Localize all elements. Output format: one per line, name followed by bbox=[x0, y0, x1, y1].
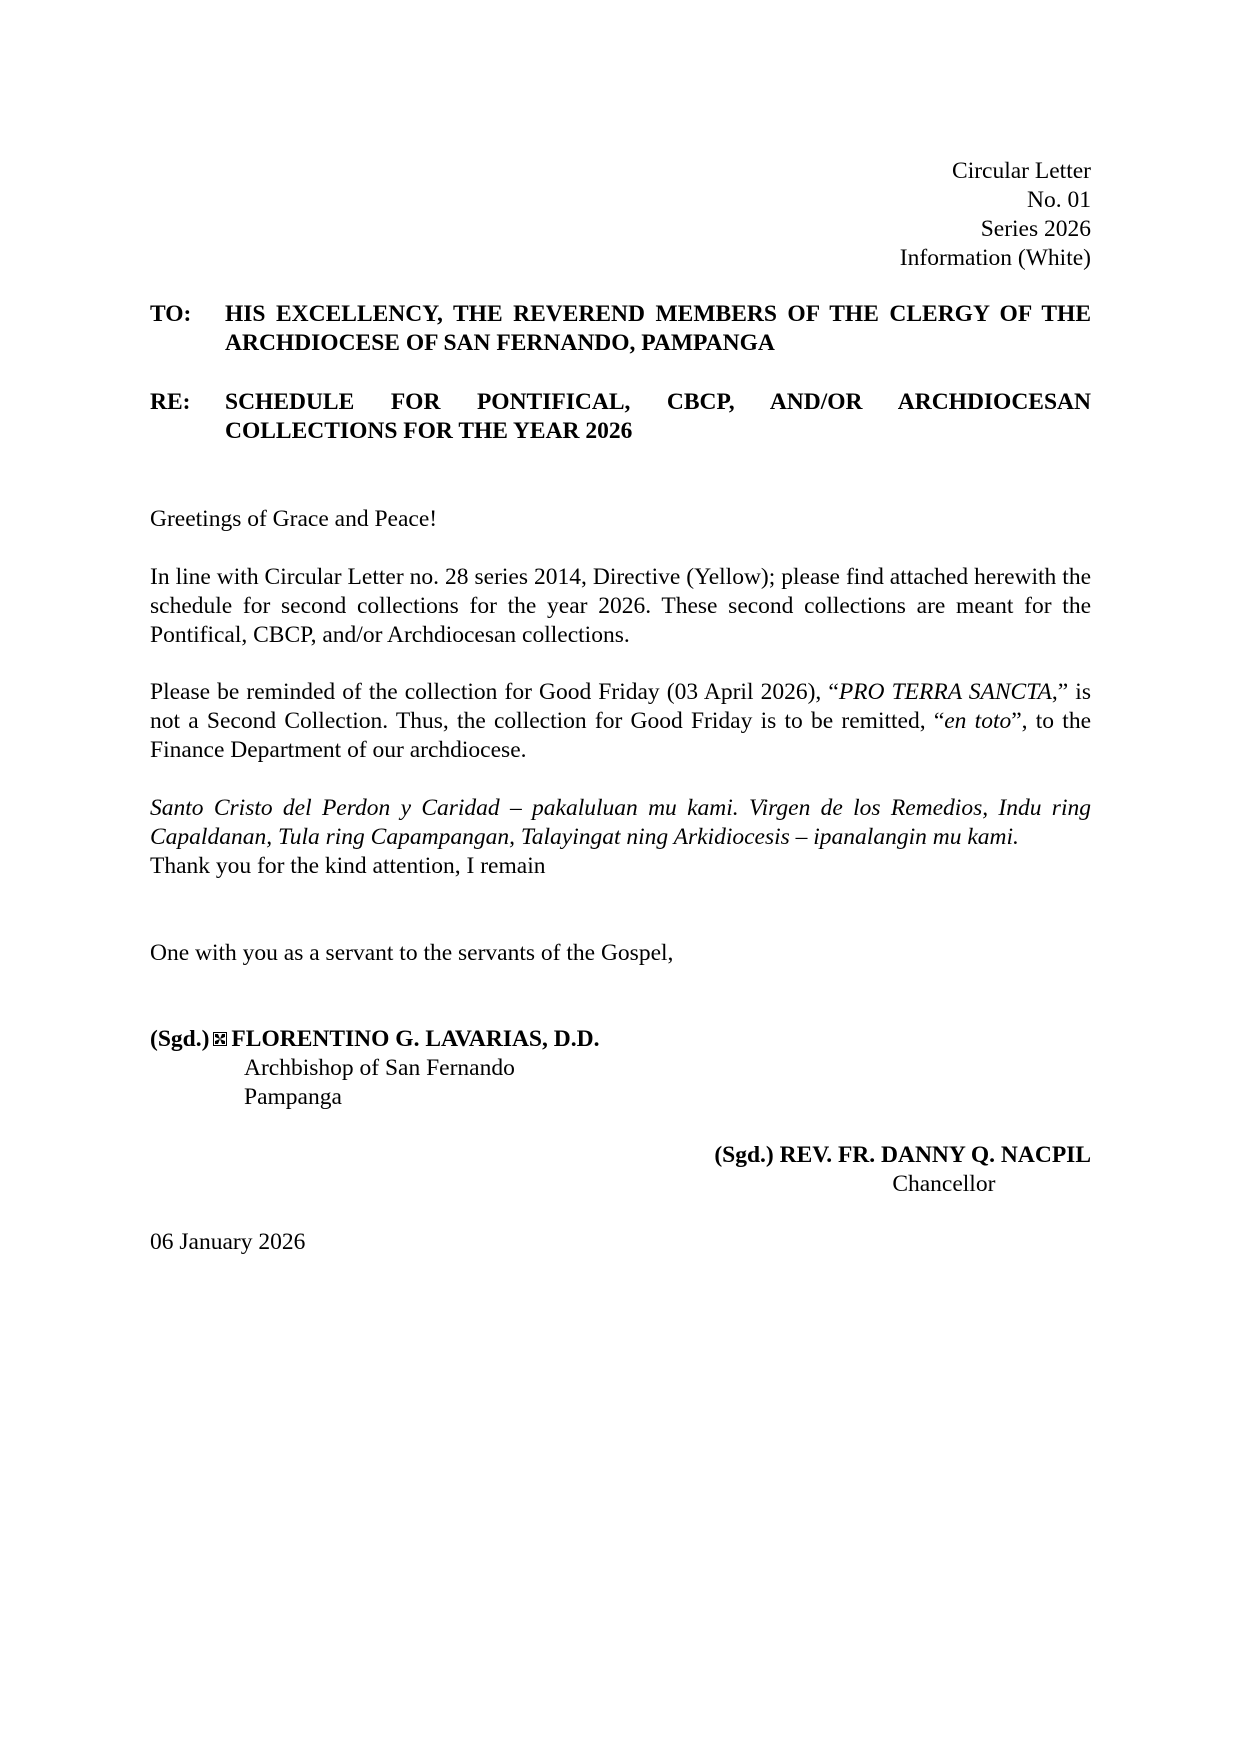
archbishop-province: Pampanga bbox=[244, 1084, 342, 1110]
addressee-row bbox=[150, 300, 1091, 358]
chancellor-name: (Sgd.) REV. FR. DANNY Q. NACPIL bbox=[714, 1142, 1091, 1168]
body-paragraph-2 bbox=[150, 678, 1091, 765]
prayer-block bbox=[150, 794, 1091, 881]
paragraph-2-italic-1: PRO TERRA SANCTA bbox=[838, 679, 1052, 705]
maltese-cross-icon bbox=[213, 1025, 227, 1039]
archbishop-title: Archbishop of San Fernando bbox=[244, 1055, 515, 1081]
subject-row bbox=[150, 388, 1091, 446]
chancellor-role: Chancellor bbox=[892, 1171, 996, 1197]
to-label: TO: bbox=[150, 301, 192, 327]
chancellor-signature bbox=[714, 1141, 1091, 1199]
thanks-text: Thank you for the kind attention, I remain bbox=[150, 853, 546, 879]
paragraph-2-part-2: ,” is not a Second Collection. Thus, the collection for Good Friday is to be remitted, “ bbox=[150, 679, 1091, 734]
reference-block bbox=[900, 157, 1091, 273]
reference-line-series: Series 2026 bbox=[980, 216, 1091, 242]
reference-line-circular: Circular Letter bbox=[952, 158, 1091, 184]
paragraph-2-italic-2: en toto bbox=[944, 708, 1012, 734]
greeting: Greetings of Grace and Peace! bbox=[150, 506, 438, 532]
re-text: SCHEDULE FOR PONTIFICAL, CBCP, AND/OR ARCHDIOCESAN COLLECTIONS FOR THE YEAR 2026 bbox=[225, 389, 1091, 444]
to-text: HIS EXCELLENCY, THE REVEREND MEMBERS OF THE CLERGY OF THE ARCHDIOCESE OF SAN FERNANDO, PAMPANGA bbox=[225, 301, 1091, 356]
reference-line-number: No. 01 bbox=[1027, 187, 1091, 213]
prayer-text: Santo Cristo del Perdon y Caridad – pakaluluan mu kami. Virgen de los Remedios, Indu ring Capaldanan, Tula ring Capampangan, Talayingat ning Arkidiocesis – ipanalangin mu kami. bbox=[150, 795, 1091, 850]
closing-line: One with you as a servant to the servants of the Gospel, bbox=[150, 940, 674, 966]
reference-line-type: Information (White) bbox=[899, 245, 1091, 271]
archbishop-name: FLORENTINO G. LAVARIAS, D.D. bbox=[231, 1026, 600, 1052]
re-label: RE: bbox=[150, 389, 191, 415]
letter-date: 06 January 2026 bbox=[150, 1229, 306, 1255]
body-paragraph-1: In line with Circular Letter no. 28 series 2014, Directive (Yellow); please find attached herewith the schedule for second collections for the year 2026. These second collections are meant for the Pontifical, CBCP, and/or Archdiocesan collections. bbox=[150, 564, 1091, 648]
archbishop-signature-line bbox=[150, 1025, 1091, 1054]
paragraph-2-part-3: ”, to the Finance Department of our archdiocese. bbox=[150, 708, 1091, 763]
paragraph-2-part-1: Please be reminded of the collection for Good Friday (03 April 2026), “ bbox=[150, 679, 839, 705]
archbishop-signature bbox=[150, 1025, 1091, 1112]
sgd-label: (Sgd.) bbox=[150, 1026, 210, 1052]
